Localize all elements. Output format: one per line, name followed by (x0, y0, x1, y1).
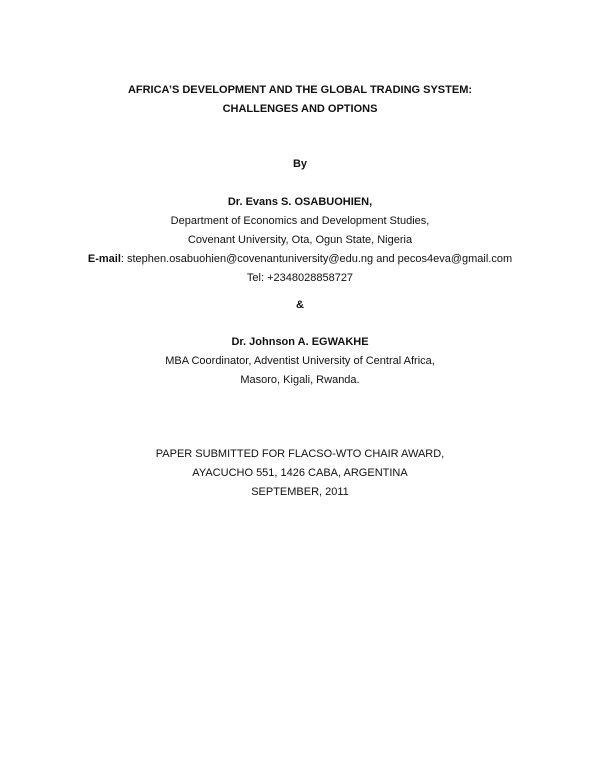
author1-department: Department of Economics and Development Studies, (170, 215, 430, 227)
title-line-2: CHALLENGES AND OPTIONS (222, 103, 378, 115)
title-line-1: AFRICA’S DEVELOPMENT AND THE GLOBAL TRADING SYSTEM: (127, 84, 473, 96)
submission-line-1: PAPER SUBMITTED FOR FLACSO-WTO CHAIR AWARD, (155, 448, 445, 460)
author2-name: Dr. Johnson A. EGWAKHE (231, 336, 369, 348)
author1-name: Dr. Evans S. OSABUOHIEN, (227, 196, 373, 208)
author1-institution: Covenant University, Ota, Ogun State, Nigeria (187, 234, 413, 246)
email-value: : stephen.osabuohien@covenantuniversity@edu.ng and pecos4eva@gmail.com (120, 253, 513, 265)
author1-email (0, 252, 600, 266)
author1-tel: Tel: +2348028858727 (246, 272, 354, 284)
email-label: E-mail (87, 253, 121, 265)
by-label: By (292, 158, 308, 170)
ampersand: & (296, 299, 304, 311)
author2-role: MBA Coordinator, Adventist University of Central Africa, (165, 355, 435, 367)
submission-line-2: AYACUCHO 551, 1426 CABA, ARGENTINA (192, 467, 408, 479)
submission-line-3: SEPTEMBER, 2011 (251, 486, 349, 498)
author2-location: Masoro, Kigali, Rwanda. (240, 374, 360, 386)
